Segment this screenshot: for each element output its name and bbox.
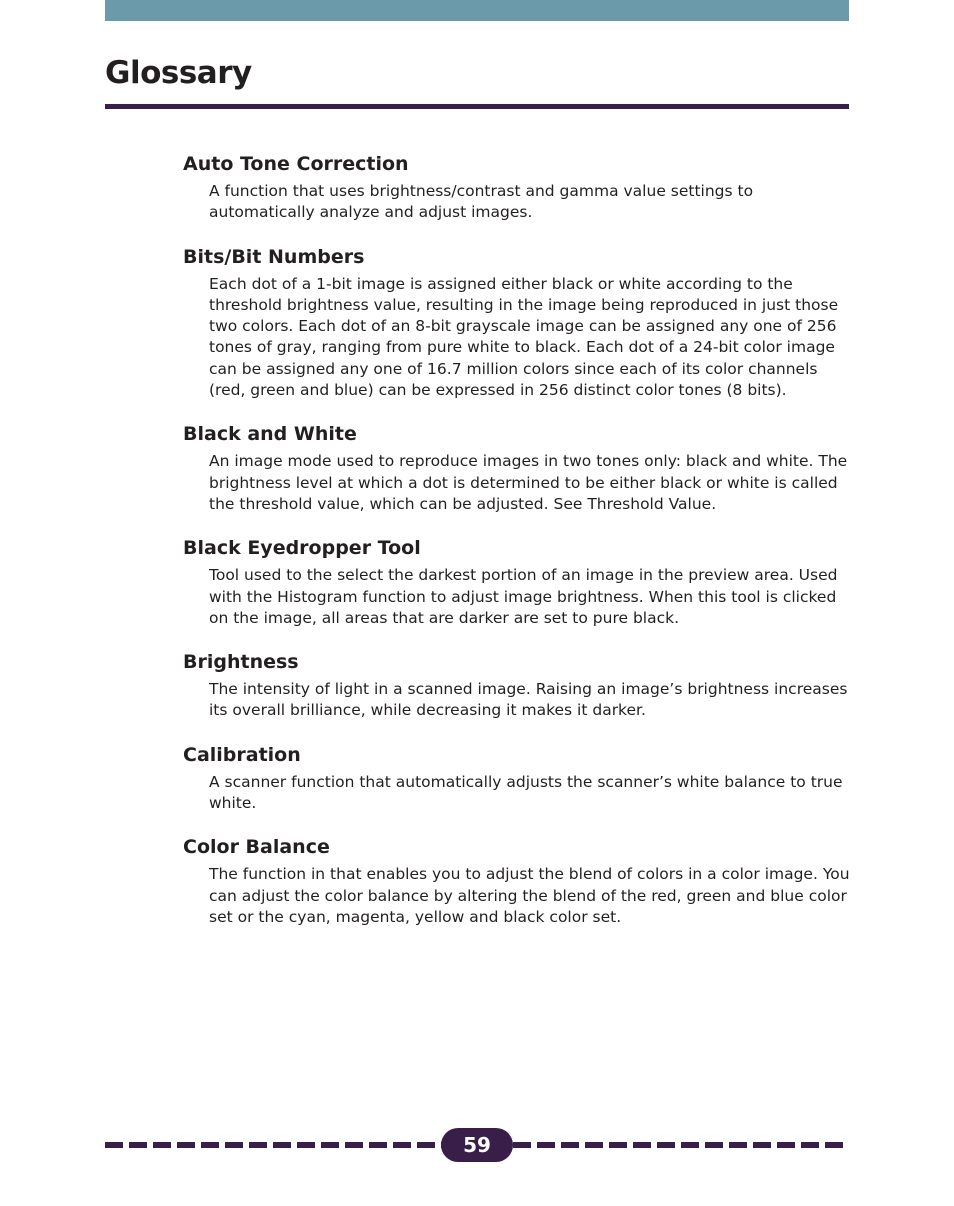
glossary-term: Black Eyedropper Tool [183,537,421,560]
glossary-term: Color Balance [183,836,330,859]
glossary-term: Black and White [183,423,357,446]
glossary-definition: An image mode used to reproduce images in two tones only: black and white. The brightness level at which a dot is determined to be either black or white is called the threshold value, which can be adjusted. See Threshold Value. [209,452,848,513]
footer-dashed-rule-left [105,1142,443,1148]
footer-dashed-rule-right [511,1142,849,1148]
glossary-definition: The function in that enables you to adjust the blend of colors in a color image. You can adjust the color balance by altering the blend of the red, green and blue color set or the cyan, magenta, yellow and black color set. [209,865,850,926]
glossary-entry [183,244,853,402]
header-accent-bar [105,0,849,21]
glossary-entry [183,834,853,928]
glossary-entry [183,649,853,722]
glossary-definition: The intensity of light in a scanned image. Raising an image’s brightness increases its overall brilliance, while decreasing it makes it darker. [209,680,848,720]
glossary-list [183,151,853,948]
glossary-term: Calibration [183,743,301,766]
glossary-entry [183,421,853,515]
glossary-entry [183,742,853,815]
glossary-entry [183,151,853,224]
glossary-term: Brightness [183,651,299,674]
title-underline [105,104,849,109]
glossary-entry [183,535,853,629]
glossary-term: Bits/Bit Numbers [183,245,365,268]
glossary-definition: A function that uses brightness/contrast and gamma value settings to automatically analyze and adjust images. [209,182,754,222]
glossary-definition: Each dot of a 1-bit image is assigned either black or white according to the threshold brightness value, resulting in the image being reproduced in just those two colors. Each dot of an 8-bit grayscale image can be assigned any one of 256 tones of gray, ranging from pure white to black. Each dot of a 24-bit color image can be assigned any one of 16.7 million colors since each of its color channels (red, green and blue) can be expressed in 256 distinct color tones (8 bits). [209,274,839,400]
glossary-definition: Tool used to the select the darkest portion of an image in the preview area. Used with the Histogram function to adjust image brightness. When this tool is clicked on the image, all areas that are darker are set to pure black. [209,566,838,627]
page-title: Glossary [105,55,252,91]
page-number-badge: 59 [441,1128,513,1162]
glossary-term: Auto Tone Correction [183,153,409,175]
page-footer [105,1128,849,1162]
glossary-definition: A scanner function that automatically adjusts the scanner’s white balance to true white. [209,772,843,813]
